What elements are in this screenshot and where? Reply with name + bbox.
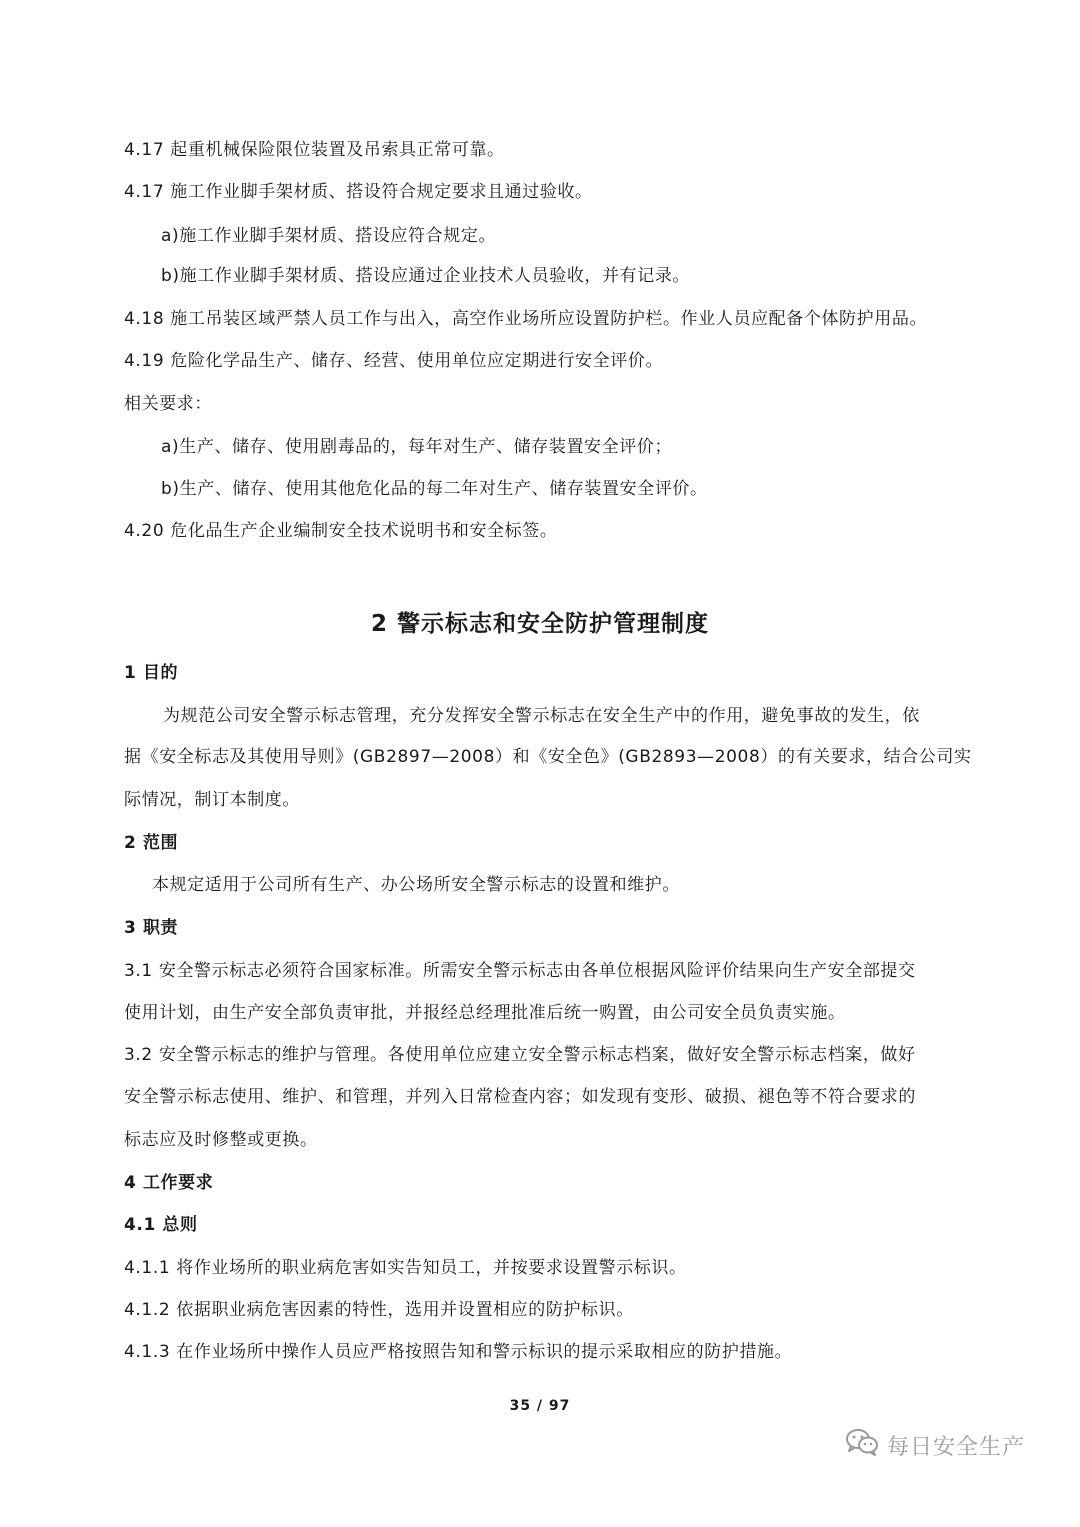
- general-4-1-1: 4.1.1 将作业场所的职业病危害如实告知员工，并按要求设置警示标识。: [124, 1258, 687, 1278]
- heading-general: 4.1 总则: [124, 1215, 198, 1235]
- duty-3-2-line-1: 3.2 安全警示标志的维护与管理。各使用单位应建立安全警示标志档案，做好安全警示标志档案，做好: [124, 1045, 916, 1065]
- purpose-paragraph-line-1: 为规范公司安全警示标志管理，充分发挥安全警示标志在安全生产中的作用，避免事故的发生，依: [163, 706, 920, 726]
- item-4-20: 4.20 危化品生产企业编制安全技术说明书和安全标签。: [124, 521, 558, 541]
- wechat-icon: [845, 1428, 887, 1462]
- heading-scope: 2 范围: [124, 833, 179, 853]
- duty-3-1-line-2: 使用计划，由生产安全部负责审批，并报经总经理批准后统一购置，由公司安全员负责实施。: [124, 1003, 846, 1023]
- page-number: 35 / 97: [509, 1398, 571, 1414]
- related-requirements-label: 相关要求：: [124, 394, 212, 414]
- watermark-text: 每日安全生产: [887, 1434, 1026, 1460]
- sub-item-a-scaffold: a)施工作业脚手架材质、搭设应符合规定。: [161, 226, 497, 246]
- heading-work-requirements: 4 工作要求: [124, 1173, 214, 1193]
- heading-duty: 3 职责: [124, 918, 179, 938]
- duty-3-2-line-3: 标志应及时修整或更换。: [124, 1130, 318, 1150]
- general-4-1-2: 4.1.2 依据职业病危害因素的特性，选用并设置相应的防护标识。: [124, 1300, 634, 1320]
- purpose-paragraph-line-2: 据《安全标志及其使用导则》(GB2897—2008）和《安全色》(GB2893—2008）的有关要求，结合公司实: [124, 747, 972, 767]
- sub-item-b-scaffold: b)施工作业脚手架材质、搭设应通过企业技术人员验收，并有记录。: [161, 266, 691, 286]
- sub-item-b-hazardous: b)生产、储存、使用其他危化品的每二年对生产、储存装置安全评价。: [161, 479, 708, 499]
- watermark: [845, 1430, 1025, 1460]
- heading-purpose: 1 目的: [124, 663, 179, 683]
- duty-3-2-line-2: 安全警示标志使用、维护、和管理，并列入日常检查内容；如发现有变形、破损、褪色等不符合要求的: [124, 1087, 916, 1107]
- item-4-19: 4.19 危险化学品生产、储存、经营、使用单位应定期进行安全评价。: [124, 351, 664, 371]
- general-4-1-3: 4.1.3 在作业场所中操作人员应严格按照告知和警示标识的提示采取相应的防护措施。: [124, 1342, 793, 1362]
- purpose-paragraph-line-3: 际情况，制订本制度。: [124, 790, 300, 810]
- scope-paragraph: 本规定适用于公司所有生产、办公场所安全警示标志的设置和维护。: [152, 875, 680, 895]
- item-4-18: 4.18 施工吊装区域严禁人员工作与出入，高空作业场所应设置防护栏。作业人员应配备个体防护用品。: [124, 309, 928, 329]
- item-4-17-crane: 4.17 起重机械保险限位装置及吊索具正常可靠。: [124, 140, 505, 160]
- section-title: 2 警示标志和安全防护管理制度: [370, 611, 709, 637]
- sub-item-a-toxic: a)生产、储存、使用剧毒品的，每年对生产、储存装置安全评价；: [161, 437, 673, 457]
- item-4-17-scaffold: 4.17 施工作业脚手架材质、搭设符合规定要求且通过验收。: [124, 182, 593, 202]
- duty-3-1-line-1: 3.1 安全警示标志必须符合国家标准。所需安全警示标志由各单位根据风险评价结果向生产安全部提交: [124, 961, 916, 981]
